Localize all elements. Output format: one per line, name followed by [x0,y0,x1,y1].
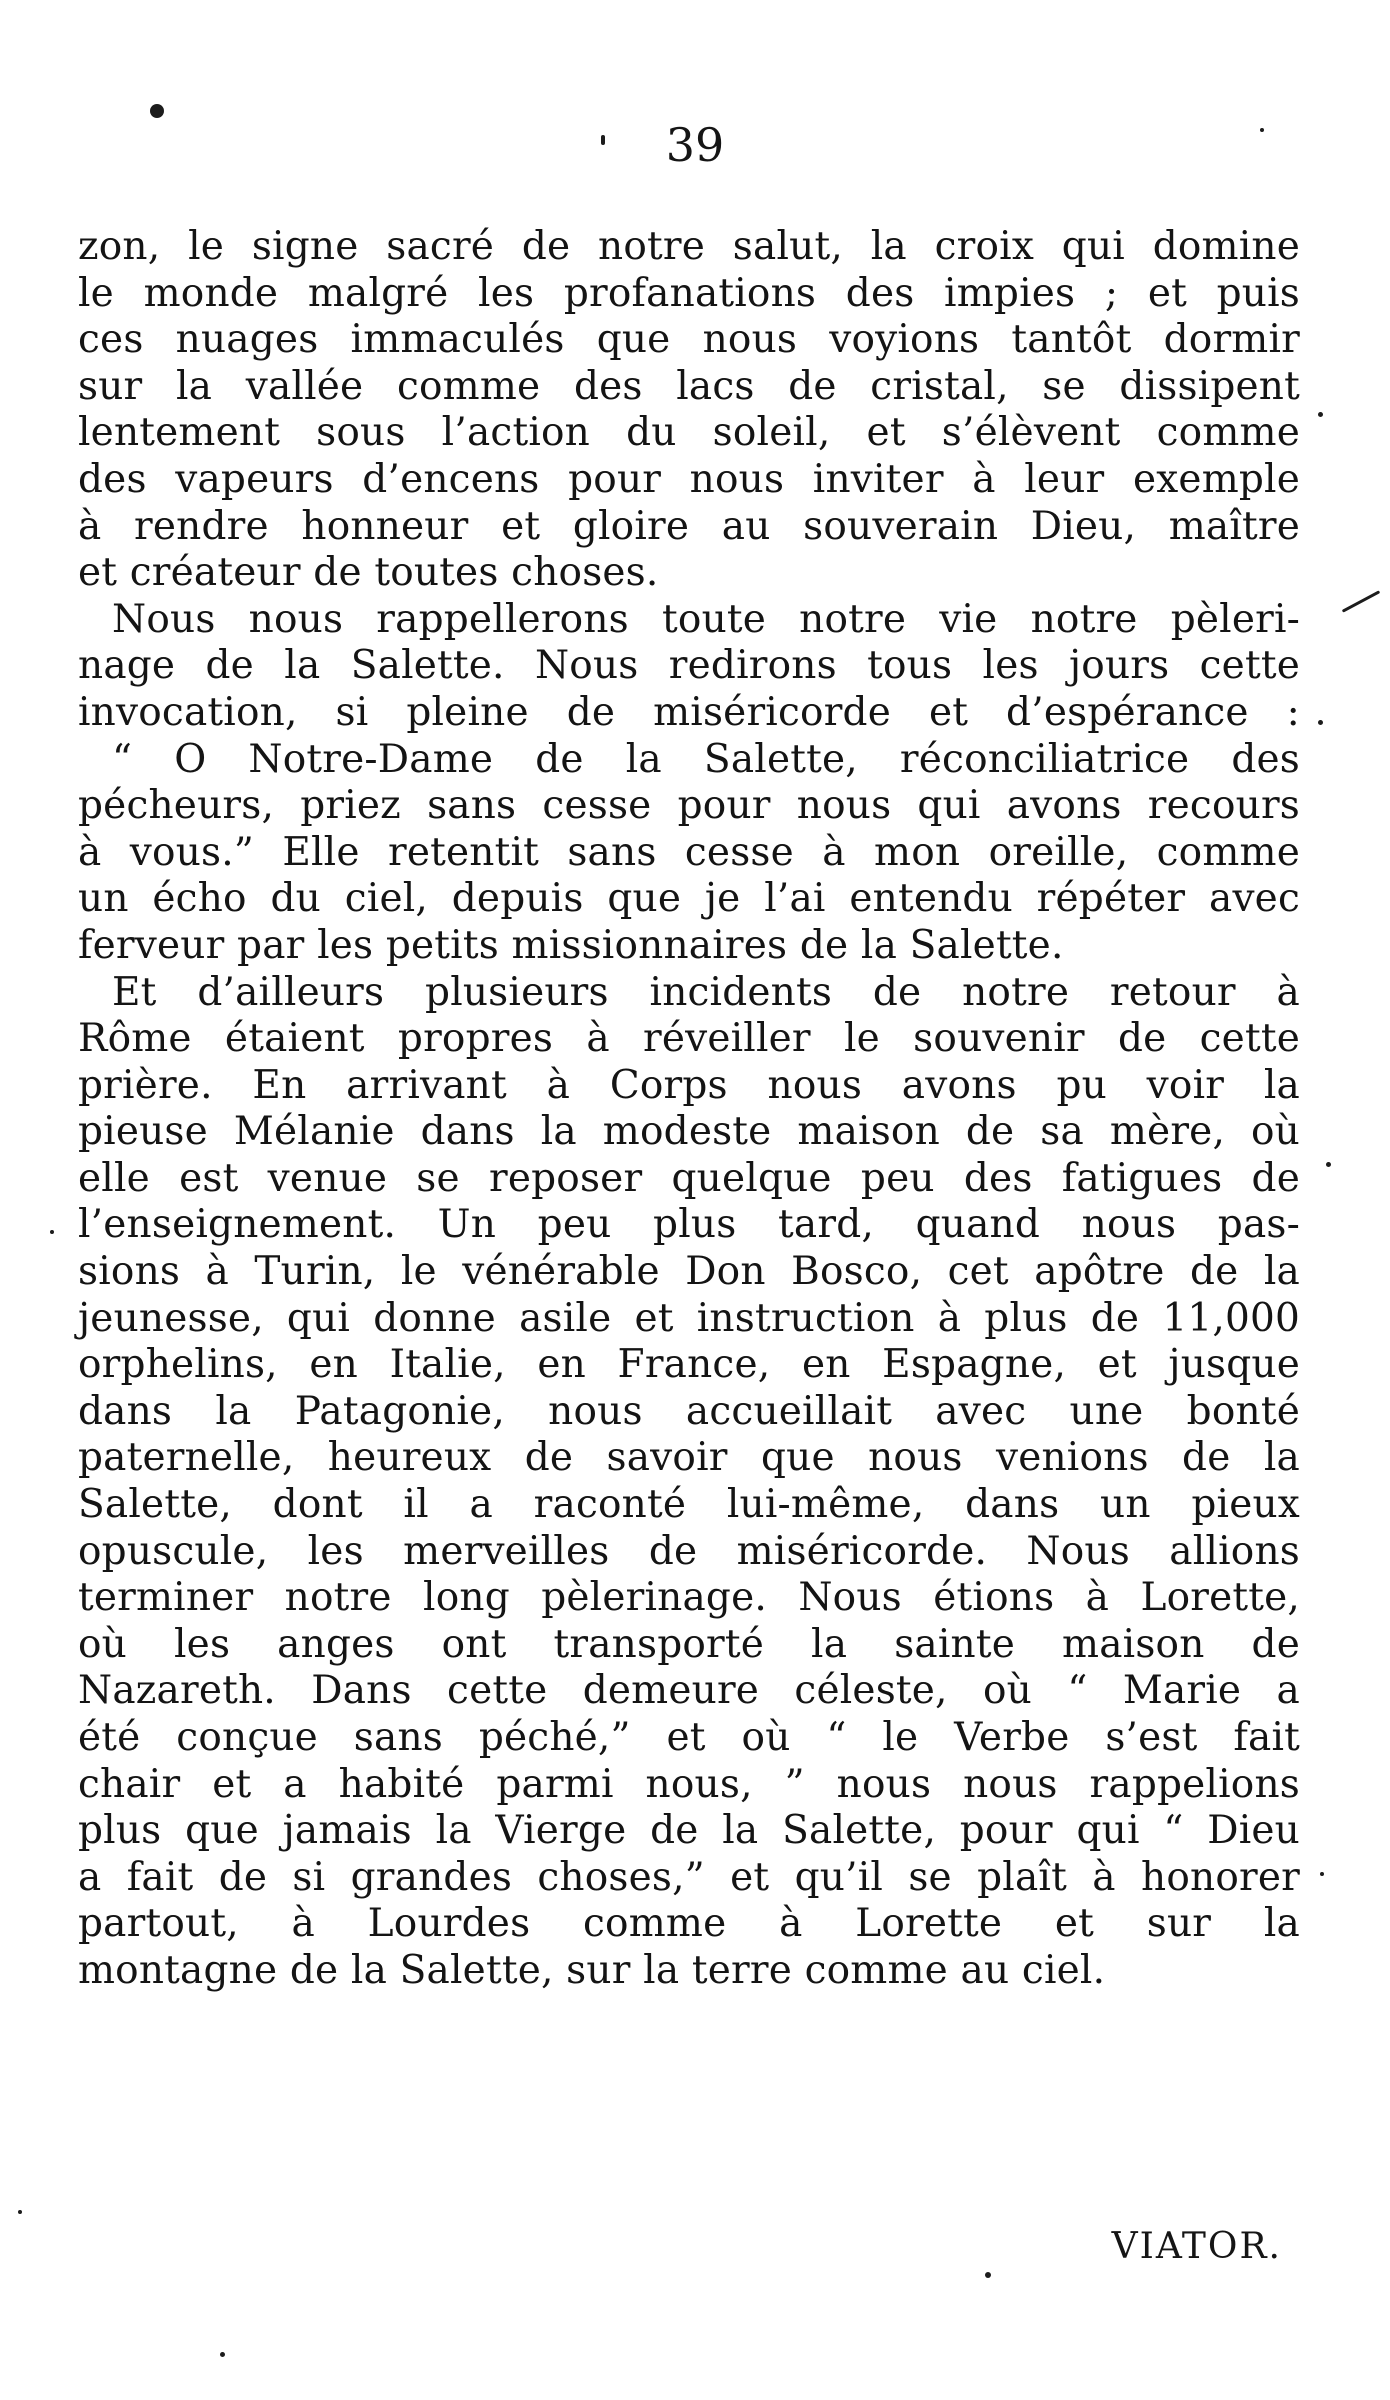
text-line: partout, à Lourdes comme à Lorette et sur la [78,1901,1300,1947]
ink-speck [985,2272,991,2278]
text-line: “ O Notre-Dame de la Salette, réconciliatrice des [112,736,1300,782]
text-line: elle est venue se reposer quelque peu des fatigues de [78,1155,1300,1201]
ink-speck [50,1230,54,1234]
text-line: montagne de la Salette, sur la terre comme au ciel. [78,1947,1106,1993]
text-line: pieuse Mélanie dans la modeste maison de sa mère, où [78,1109,1300,1155]
text-line: ces nuages immaculés que nous voyions tantôt dormir [78,317,1300,363]
text-line: des vapeurs d’encens pour nous inviter à leur exemple [78,456,1300,502]
text-line: sur la vallée comme des lacs de cristal, se dissipent [78,363,1300,409]
text-line: sions à Turin, le vénérable Don Bosco, cet apôtre de la [78,1249,1300,1295]
text-line: Salette, dont il a raconté lui-même, dans un pieux [78,1482,1300,1528]
text-line: opuscule, les merveilles de miséricorde. Nous allions [78,1528,1300,1574]
text-line: invocation, si pleine de miséricorde et d’espérance : [78,689,1300,735]
text-line: dans la Patagonie, nous accueillait avec une bonté [78,1388,1300,1434]
text-line: été conçue sans péché,” et où “ le Verbe s’est fait [78,1715,1300,1760]
text-line: à vous.” Elle retentit sans cesse à mon oreille, comme [78,829,1300,875]
ink-speck [1326,1162,1331,1167]
text-line: à rendre honneur et gloire au souverain Dieu, maître [78,503,1300,549]
ink-speck [220,2352,225,2357]
ink-speck [1342,590,1380,612]
text-line: plus que jamais la Vierge de la Salette, pour qui “ Dieu [78,1808,1300,1854]
text-line: Rôme étaient propres à réveiller le souvenir de cette [78,1016,1300,1062]
text-line: pécheurs, priez sans cesse pour nous qui avons recours [78,783,1300,829]
author-signature: VIATOR. [1111,2226,1282,2267]
text-line: et créateur de toutes choses. [78,550,659,596]
text-line: jeunesse, qui donne asile et instruction à plus de 11,000 [78,1295,1300,1341]
text-line: lentement sous l’action du soleil, et s’élèvent comme [78,410,1300,456]
text-line: paternelle, heureux de savoir que nous venions de la [78,1435,1300,1481]
text-line: prière. En arrivant à Corps nous avons pu voir la [78,1062,1300,1108]
text-line: chair et a habité parmi nous, ” nous nous rappelions [78,1761,1300,1807]
ink-speck [1320,1872,1324,1876]
text-line: nage de la Salette. Nous redirons tous les jours cette [78,643,1300,689]
ink-speck [150,104,164,118]
text-line: a fait de si grandes choses,” et qu’il se plaît à honorer [78,1854,1300,1900]
ink-speck [18,2210,22,2214]
body-text [78,224,1300,1995]
text-line: ferveur par les petits missionnaires de la Salette. [78,922,1064,968]
text-line: le monde malgré les profanations des impies ; et puis [78,270,1300,316]
text-line: l’enseignement. Un peu plus tard, quand nous pas- [78,1202,1300,1248]
page-number: 39 [665,118,725,172]
text-line: terminer notre long pèlerinage. Nous étions à Lorette, [78,1575,1300,1621]
ink-speck [1318,720,1323,725]
text-line: orphelins, en Italie, en France, en Espagne, et jusque [78,1342,1300,1388]
text-line: où les anges ont transporté la sainte maison de [78,1621,1300,1667]
text-line: un écho du ciel, depuis que je l’ai entendu répéter avec [78,876,1300,922]
text-line: zon, le signe sacré de notre salut, la croix qui domine [78,224,1300,269]
ink-speck [1318,412,1323,417]
text-line: Et d’ailleurs plusieurs incidents de notre retour à [112,969,1300,1015]
text-line: Nous nous rappellerons toute notre vie notre pèleri- [112,596,1300,642]
text-line: Nazareth. Dans cette demeure céleste, où “ Marie a [78,1668,1300,1714]
